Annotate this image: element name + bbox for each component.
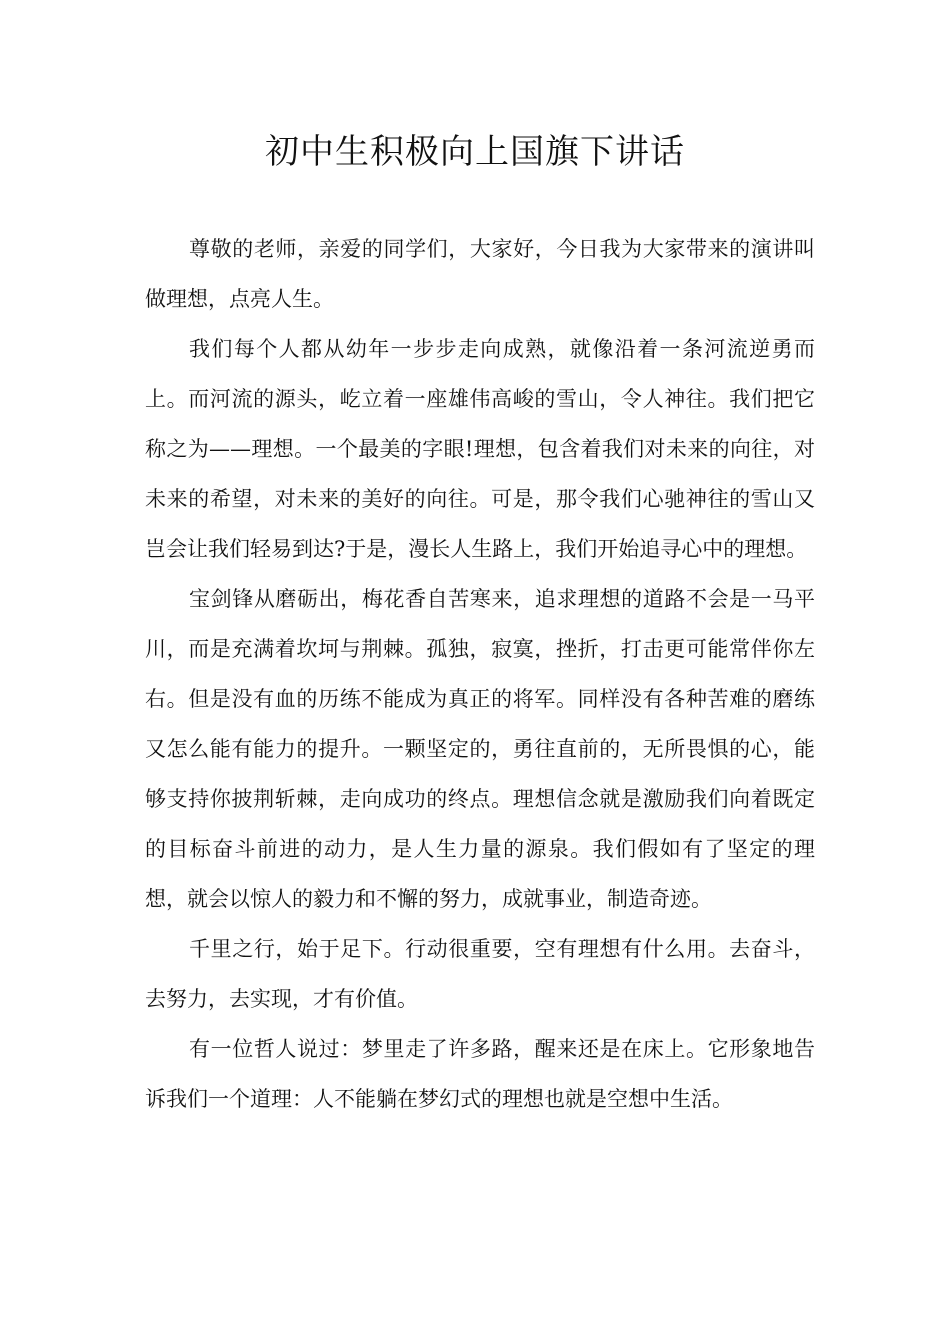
paragraph-action: 千里之行，始于足下。行动很重要，空有理想有什么用。去奋斗，去努力，去实现，才有价值。 xyxy=(145,937,815,1011)
paragraph-greeting: 尊敬的老师，亲爱的同学们，大家好，今日我为大家带来的演讲叫做理想，点亮人生。 xyxy=(145,237,815,311)
paragraph-hardship: 宝剑锋从磨砺出，梅花香自苦寒来，追求理想的道路不会是一马平川，而是充满着坎坷与荆棘。孤独，寂寞，挫折，打击更可能常伴你左右。但是没有血的历练不能成为真正的将军。同样没有各种苦难的磨练又怎么能有能力的提升。一颗坚定的，勇往直前的，无所畏惧的心，能够支持你披荆斩棘，走向成功的终点。理想信念就是激励我们向着既定的目标奋斗前进的动力，是人生力量的源泉。我们假如有了坚定的理想，就会以惊人的毅力和不懈的努力，成就事业，制造奇迹。 xyxy=(145,587,815,911)
paragraph-ideal-mountain: 我们每个人都从幼年一步步走向成熟，就像沿着一条河流逆勇而上。而河流的源头，屹立着一座雄伟高峻的雪山，令人神往。我们把它称之为——理想。一个最美的字眼!理想，包含着我们对未来的向往，对未来的希望，对未来的美好的向往。可是，那令我们心驰神往的雪山又岂会让我们轻易到达?于是，漫长人生路上，我们开始追寻心中的理想。 xyxy=(145,337,815,561)
document-title: 初中生积极向上国旗下讲话 xyxy=(265,132,685,172)
paragraph-philosopher: 有一位哲人说过：梦里走了许多路，醒来还是在床上。它形象地告诉我们一个道理：人不能躺在梦幻式的理想也就是空想中生活。 xyxy=(145,1037,815,1111)
document-body xyxy=(145,224,815,1124)
